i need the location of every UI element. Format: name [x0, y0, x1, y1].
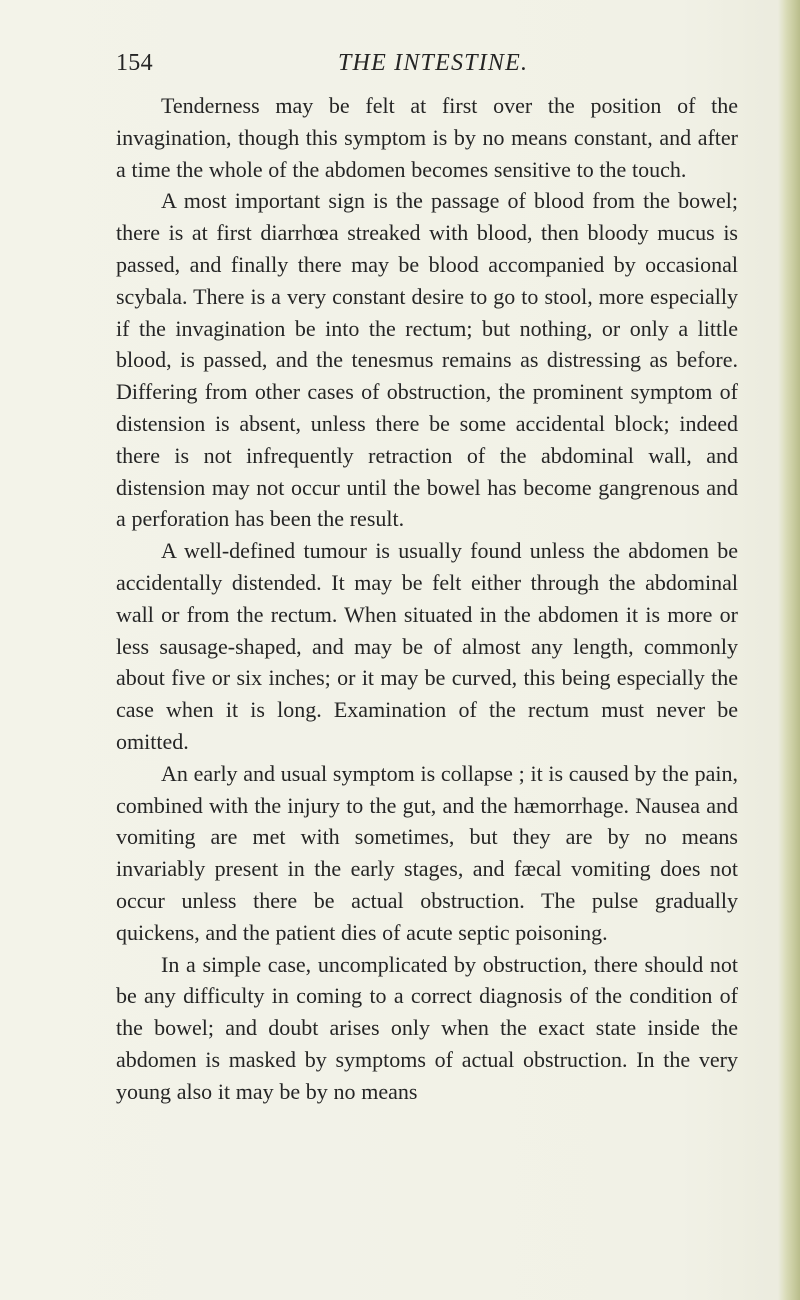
- paragraph-tenderness: Tenderness may be felt at first over the position of the invagination, though this symptom is by no means constant, and after a time the whole of the abdomen becomes sensitive to the touch.: [116, 93, 738, 182]
- paragraph-collapse: An early and usual symptom is collapse ; it is caused by the pain, combined with the injury to the gut, and the hæmorrhage. Nausea and vomiting are met with sometimes, but they are by no means invariably present in the early stages, and fæcal vomiting does not occur unless there be actual obstruction. The pulse gradually quickens, and the patient dies of acute septic poisoning.: [116, 760, 738, 945]
- page-edge-shadow: [778, 0, 800, 1300]
- body-text: [116, 90, 738, 1108]
- page-header: [116, 50, 726, 84]
- running-head: THE INTESTINE.: [338, 50, 529, 76]
- paragraph-diagnosis: In a simple case, uncomplicated by obstruction, there should not be any difficulty in coming to a correct diagnosis of the condition of the bowel; and doubt arises only when the exact state inside the abdomen is masked by symptoms of actual obstruction. In the very young also it may be by no means: [116, 951, 738, 1104]
- page-number: 154: [116, 50, 153, 76]
- paragraph-blood-passage: A most important sign is the passage of blood from the bowel; there is at first diarrhœa streaked with blood, then bloody mucus is passed, and finally there may be blood accompanied by occasional scybala. There is a very constant desire to go to stool, more especially if the invagination be into the rectum; but nothing, or only a little blood, is passed, and the tenesmus remains as distressing as before. Differing from other cases of obstruction, the prominent symptom of distension is absent, unless there be some accidental block; indeed there is not infrequently retraction of the abdominal wall, and distension may not occur until the bowel has become gangrenous and a perforation has been the result.: [116, 188, 738, 532]
- paragraph-tumour: A well-defined tumour is usually found unless the abdomen be accidentally distended. It may be felt either through the abdominal wall or from the rectum. When situated in the abdomen it is more or less sausage-shaped, and may be of almost any length, commonly about five or six inches; or it may be curved, this being especially the case when it is long. Examination of the rectum must never be omitted.: [116, 538, 738, 754]
